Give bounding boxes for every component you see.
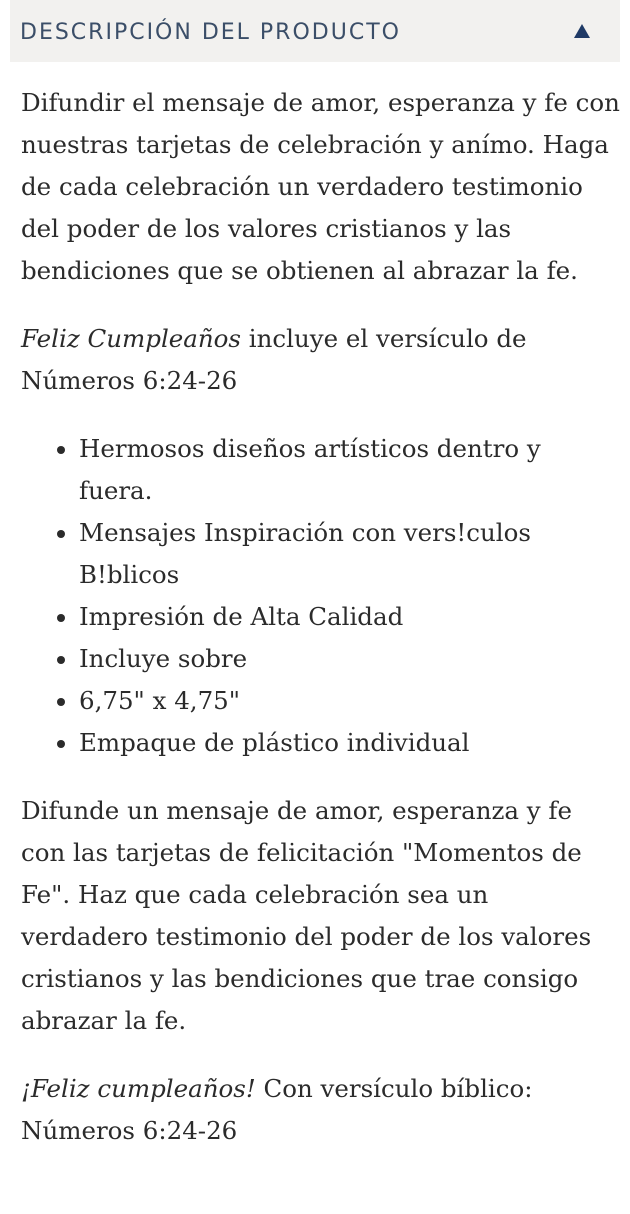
list-item: Impresión de Alta Calidad <box>57 596 621 638</box>
product-description-body <box>21 82 621 1178</box>
verse-paragraph <box>21 318 621 402</box>
section-title: DESCRIPCIÓN DEL PRODUCTO <box>20 19 401 45</box>
product-description-header[interactable] <box>10 0 620 62</box>
list-item: 6,75" x 4,75" <box>57 680 621 722</box>
collapse-arrow-glyph <box>574 24 590 38</box>
list-item: Empaque de plástico individual <box>57 722 621 764</box>
list-item: Incluye sobre <box>57 638 621 680</box>
list-item: Mensajes Inspiración con vers!culos B!blicos <box>57 512 621 596</box>
closing-verse-paragraph <box>21 1068 621 1152</box>
verse-title: Feliz Cumpleaños <box>21 324 242 353</box>
features-list <box>21 428 621 764</box>
triangle-up-icon[interactable] <box>572 21 592 41</box>
verse-text: incluye el versículo de Números 6:24-26 <box>21 324 527 395</box>
closing-paragraph: Difunde un mensaje de amor, esperanza y fe con las tarjetas de felicitación "Momentos de Fe". Haz que cada celebración sea un verdadero testimonio del poder de los valores cristianos y las bendiciones que trae consigo abrazar la fe. <box>21 796 592 1035</box>
closing-verse-text: Con versículo bíblico: Números 6:24-26 <box>21 1074 533 1145</box>
list-item: Hermosos diseños artísticos dentro y fuera. <box>57 428 621 512</box>
intro-paragraph: Difundir el mensaje de amor, esperanza y fe con nuestras tarjetas de celebración y anímo. Haga de cada celebración un verdadero testimonio del poder de los valores cristianos y las bendiciones que se obtienen al abrazar la fe. <box>21 88 620 285</box>
closing-verse-title: ¡Feliz cumpleaños! <box>21 1074 256 1103</box>
